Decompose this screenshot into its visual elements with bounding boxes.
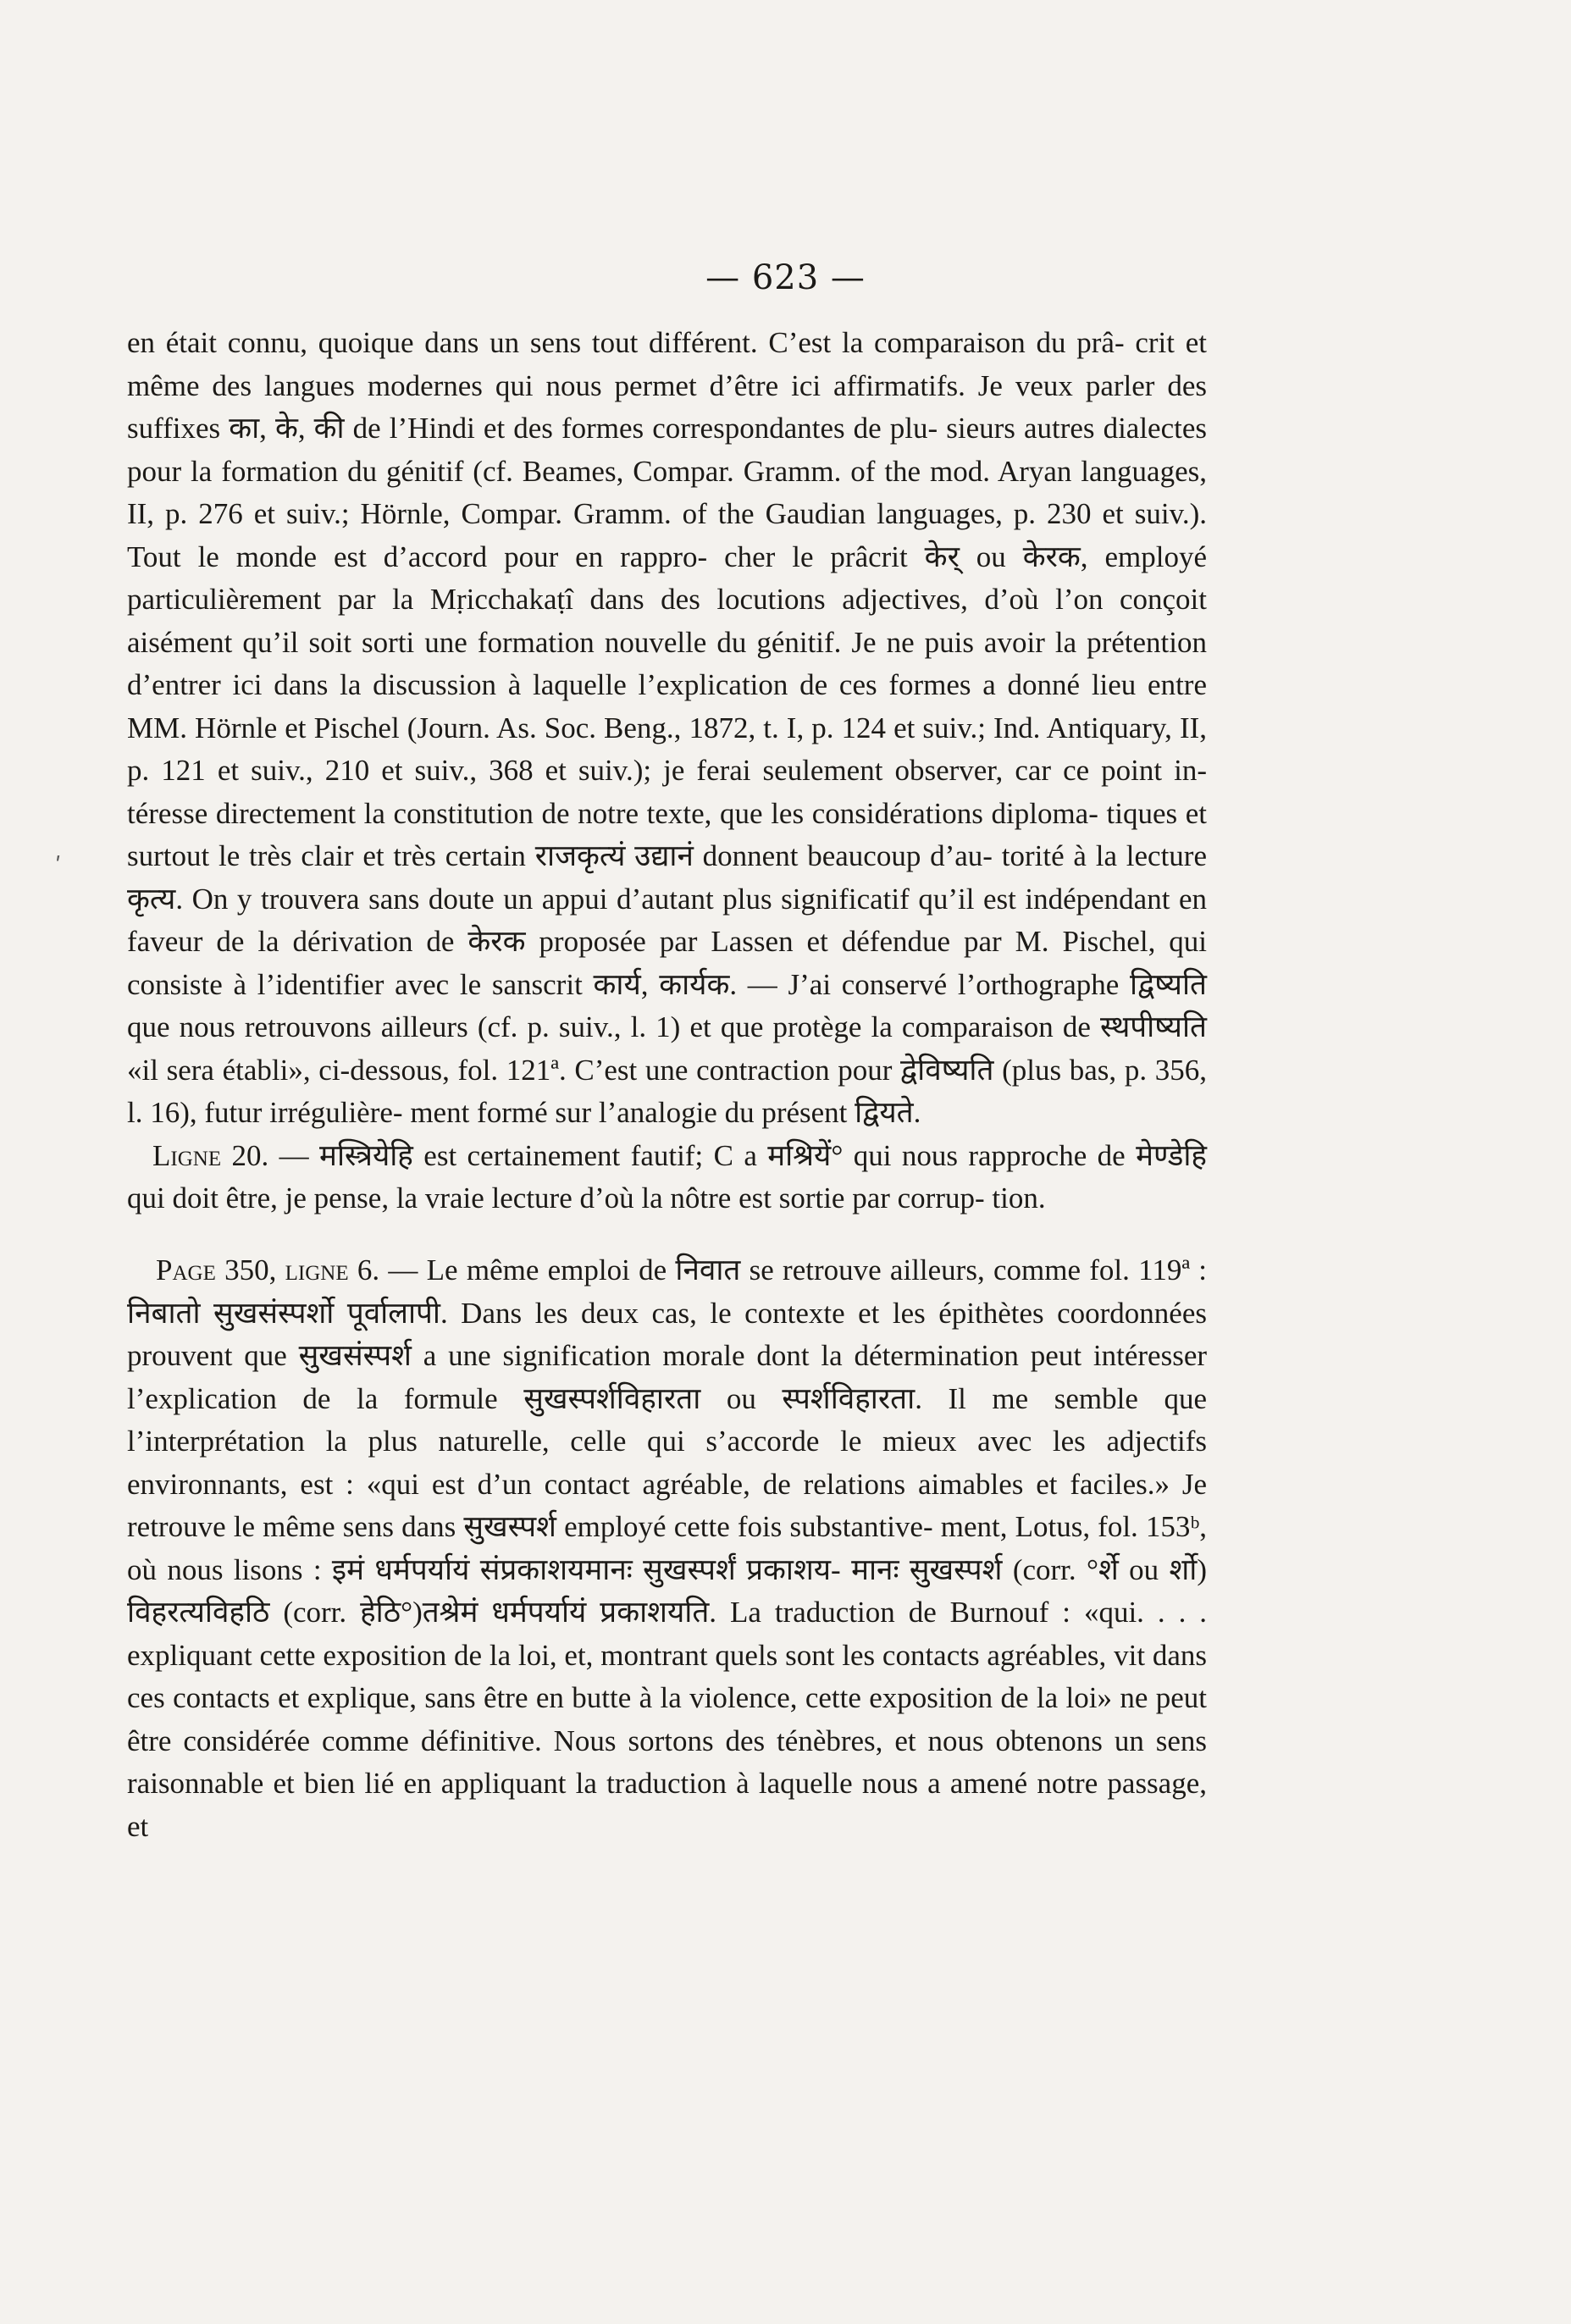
text-line: — Le même emploi de निवात se retrouve ailleurs, comme [388,1253,1081,1286]
text-line: C’est une contraction pour द्वेविष्यति (plus bas, p. 356, l. 16), futur irrégulière- [127,1053,1208,1129]
text-line: peut intéresser l’explication de la formule सुखस्पर्शविहारता ou स्पर्शविहारता. Il me [127,1339,1208,1415]
text-line: qu’il est indépendant en faveur de la dérivation de केरक proposée par Lassen et [127,882,1207,958]
text-line: ment, Lotus, fol. 153ᵇ, où nous lisons : इमं धर्मपर्यायं संप्रकाशयमानः सुखस्पर्शं प्रकाशय- [127,1510,1208,1586]
text-line: en était connu, quoique dans un sens tout différent. C’est la comparaison du prâ- [127,326,1125,359]
paragraph-ligne-20 [127,1135,1207,1220]
paragraph-page-350-ligne-6 [127,1249,1207,1848]
text-line: La traduction de Burnouf : «qui. . . . expliquant cette exposition de la loi, et, [127,1596,1208,1672]
margin-mark: ʹ [55,854,62,879]
text-line: cher le prâcrit केर् ou केरक, employé particulièrement par la Mṛicchakaṭî dans [127,540,1208,616]
text-line: of the mod. Aryan languages, II, p. 276 et suiv.; Hörnle, Compar. Gramm. of the [127,454,1207,530]
text-line: montrant quels sont les contacts agréables, vit dans ces contacts et explique, sans [127,1638,1207,1714]
text-line: tiques et surtout le très clair et très certain राजकृत्यं उद्यानं donnent beaucoup d’au- [127,796,1207,872]
section-notes-page-350 [127,1249,1207,1848]
text-line: parler des suffixes का, के, की de l’Hindi et des formes correspondantes de plu- [127,368,1207,445]
text-line: des locutions adjectives, d’où l’on conçoit aisément qu’il soit sorti une formation [127,583,1207,659]
text-line: coordonnées prouvent que सुखसंस्पर्श a une signification morale dont la détermination [127,1296,1207,1372]
page-number: — 623 — [705,258,866,297]
text-line: (Journ. As. Soc. Beng., 1872, t. I, p. 124 et suiv.; Ind. Antiquary, II, p. 121 [127,711,1208,787]
text-line: et suiv., 210 et suiv., 368 et suiv.); je ferai seulement observer, car ce point in- [217,754,1208,787]
text-line: Gaudian languages, p. 230 et suiv.). Tout le monde est d’accord pour en rappro- [127,497,1207,573]
page-label-number: 350, [224,1253,277,1286]
text-line: torité à la lecture कृत्य. On y trouvera sans doute un appui d’autant plus significatif [127,839,1207,916]
text-line: être en butte à la violence, cette exposition de la loi» ne peut être considérée [127,1681,1208,1757]
text-line: à laquelle l’explication de ces formes a donné lieu entre MM. Hörnle et Pischel [127,668,1207,744]
text-line: — मस्त्रियेहि est certainement fautif; C a मश्रियें° qui nous rapproche de [279,1138,1126,1172]
text-line: semble que l’interprétation la plus naturelle, celle qui s’accorde le mieux avec les [127,1381,1207,1458]
text-line: et bien lié en appliquant la traduction à laquelle nous a amené notre passage, et [127,1767,1208,1843]
text-line: tion. [992,1181,1046,1215]
ligne-label: Ligne 20. [152,1138,269,1172]
text-line: fol. 119ª : निबातो सुखसंस्पर्शो पूर्वालापी. Dans les deux cas, le contexte et les épithètes [127,1253,1207,1330]
section-notes-page-349 [127,322,1207,1220]
text-line: défendue par M. Pischel, qui consiste à l’identifier avec le sanscrit कार्य, कार्यक. — [127,925,1207,1001]
paragraph-genitive-suffixes [127,322,1207,1135]
page-label: Page [156,1253,216,1286]
ligne-label: ligne [285,1253,349,1286]
text-line: ment formé sur l’analogie du présent द्वियते. [410,1096,921,1129]
text-line: et que protège la comparaison de स्थपीष्यति «il sera établi», ci-dessous, fol. 121ª. [127,1010,1207,1087]
text-line: J’ai conservé l’orthographe द्विष्यति que nous retrouvons ailleurs (cf. p. suiv., l. 1) [127,967,1207,1043]
text-line: comme définitive. Nous sortons des ténèbres, et nous obtenons un sens raisonnable [127,1724,1208,1800]
text-line: adjectifs environnants, est : «qui est d’un contact agréable, de relations aimables [127,1425,1207,1501]
text-line: मानः सुखस्पर्श (corr. °र्शे ou र्शो) विहरत्यविहठि (corr. हेठि°)तश्रेमं धर्मपर्यायं प्रकाशयति. [127,1552,1207,1629]
ligne-label-number: 6. [357,1253,380,1286]
text-line: मेण्डेहि qui doit être, je pense, la vraie lecture d’où la nôtre est sortie par corrup- [127,1138,1207,1215]
text-line: sieurs autres dialectes pour la formation du génitif (cf. Beames, Compar. Gramm. [127,412,1208,488]
text-line: et faciles.» Je retrouve le même sens dans सुखस्पर्श employé cette fois substantive- [127,1467,1207,1543]
text-line: nouvelle du génitif. Je ne puis avoir la prétention d’entrer ici dans la discussion [127,625,1207,701]
text-line: téresse directement la constitution de notre texte, que les considérations diploma- [127,796,1098,830]
text-line: crit et même des langues modernes qui nous permet d’être ici affirmatifs. Je veux [127,326,1207,402]
